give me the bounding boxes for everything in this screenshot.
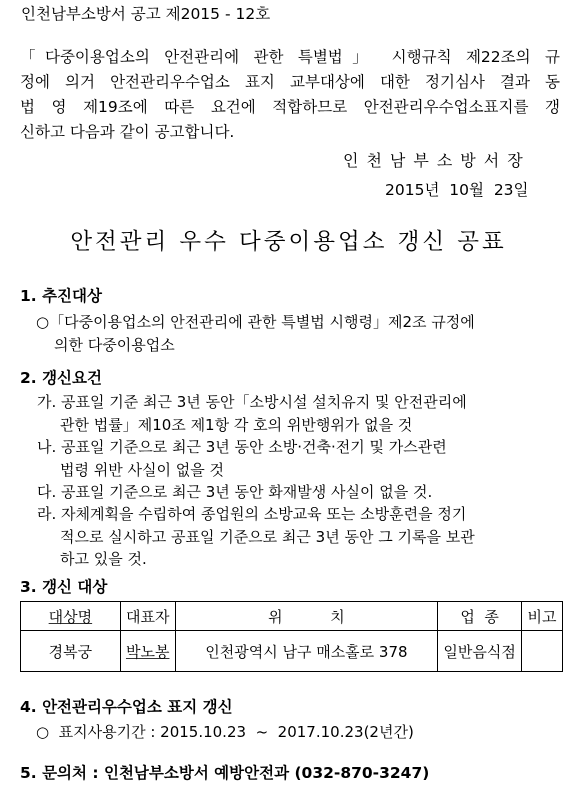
table-cell: 일반음식점 (438, 631, 522, 672)
target-line: 의한 다중이용업소 (54, 336, 175, 354)
requirement-line: 가. 공표일 기준 최근 3년 동안「소방시설 설치유지 및 안전관리에 (37, 393, 467, 411)
table-cell: 인천광역시 남구 매소홀로 378 (175, 631, 438, 672)
table-row (21, 631, 563, 672)
issuer-name: 인천남부소방서장 (343, 151, 531, 170)
requirement-line: 관한 법률」제10조 제1항 각 호의 위반행위가 없을 것 (60, 416, 413, 434)
section-heading: 3. 갱신 대상 (20, 578, 108, 596)
requirement-line: 나. 공표일 기준으로 최근 3년 동안 소방·건축·전기 및 가스관련 (37, 438, 447, 456)
section-heading: 4. 안전관리우수업소 표지 갱신 (20, 698, 233, 716)
intro-line: 「다중이용업소의 안전관리에 관한 특별법」 시행규칙 제22조의 규 (20, 48, 560, 66)
column-header: 비고 (522, 602, 563, 631)
section-heading: 2. 갱신요건 (20, 369, 102, 387)
section-heading: 1. 추진대상 (20, 287, 102, 305)
issue-date: 2015년 10월 23일 (385, 181, 529, 199)
requirement-line: 라. 자체계획을 수립하여 종업원의 소방교육 또는 소방훈련을 정기 (37, 505, 467, 523)
requirement-line: 적으로 실시하고 공표일 기준으로 최근 3년 동안 그 기록을 보관 (60, 528, 475, 546)
column-header: 업 종 (438, 602, 522, 631)
requirement-line: 하고 있을 것. (60, 550, 147, 568)
requirement-line: 법령 위반 사실이 없을 것 (60, 461, 224, 479)
intro-line: 신하고 다음과 같이 공고합니다. (20, 123, 235, 141)
sign-period-line: ○ 표지사용기간 : 2015.10.23 ~ 2017.10.23(2년간) (36, 723, 414, 741)
notice-number: 인천남부소방서 공고 제2015 - 12호 (21, 5, 271, 23)
column-header: 위 치 (175, 602, 438, 631)
target-line: ○「다중이용업소의 안전관리에 관한 특별법 시행령」제2조 규정에 (36, 313, 475, 331)
table-cell (522, 631, 563, 672)
document-title: 안전관리 우수 다중이용업소 갱신 공표 (70, 229, 507, 255)
column-header: 대표자 (120, 602, 175, 631)
table-header-row (21, 602, 563, 631)
target-table (20, 601, 563, 672)
contact-heading: 5. 문의처 : 인천남부소방서 예방안전과 (032-870-3247) (20, 764, 430, 782)
table-cell: 경복궁 (21, 631, 121, 672)
intro-line: 법 영 제19조에 따른 요건에 적합하므로 안전관리우수업소표지를 갱 (20, 98, 560, 116)
table-cell: 박노봉 (120, 631, 175, 672)
column-header: 대상명 (21, 602, 121, 631)
intro-line: 정에 의거 안전관리우수업소 표지 교부대상에 대한 정기심사 결과 동 (20, 73, 560, 91)
requirement-line: 다. 공표일 기준으로 최근 3년 동안 화재발생 사실이 없을 것. (37, 483, 433, 501)
